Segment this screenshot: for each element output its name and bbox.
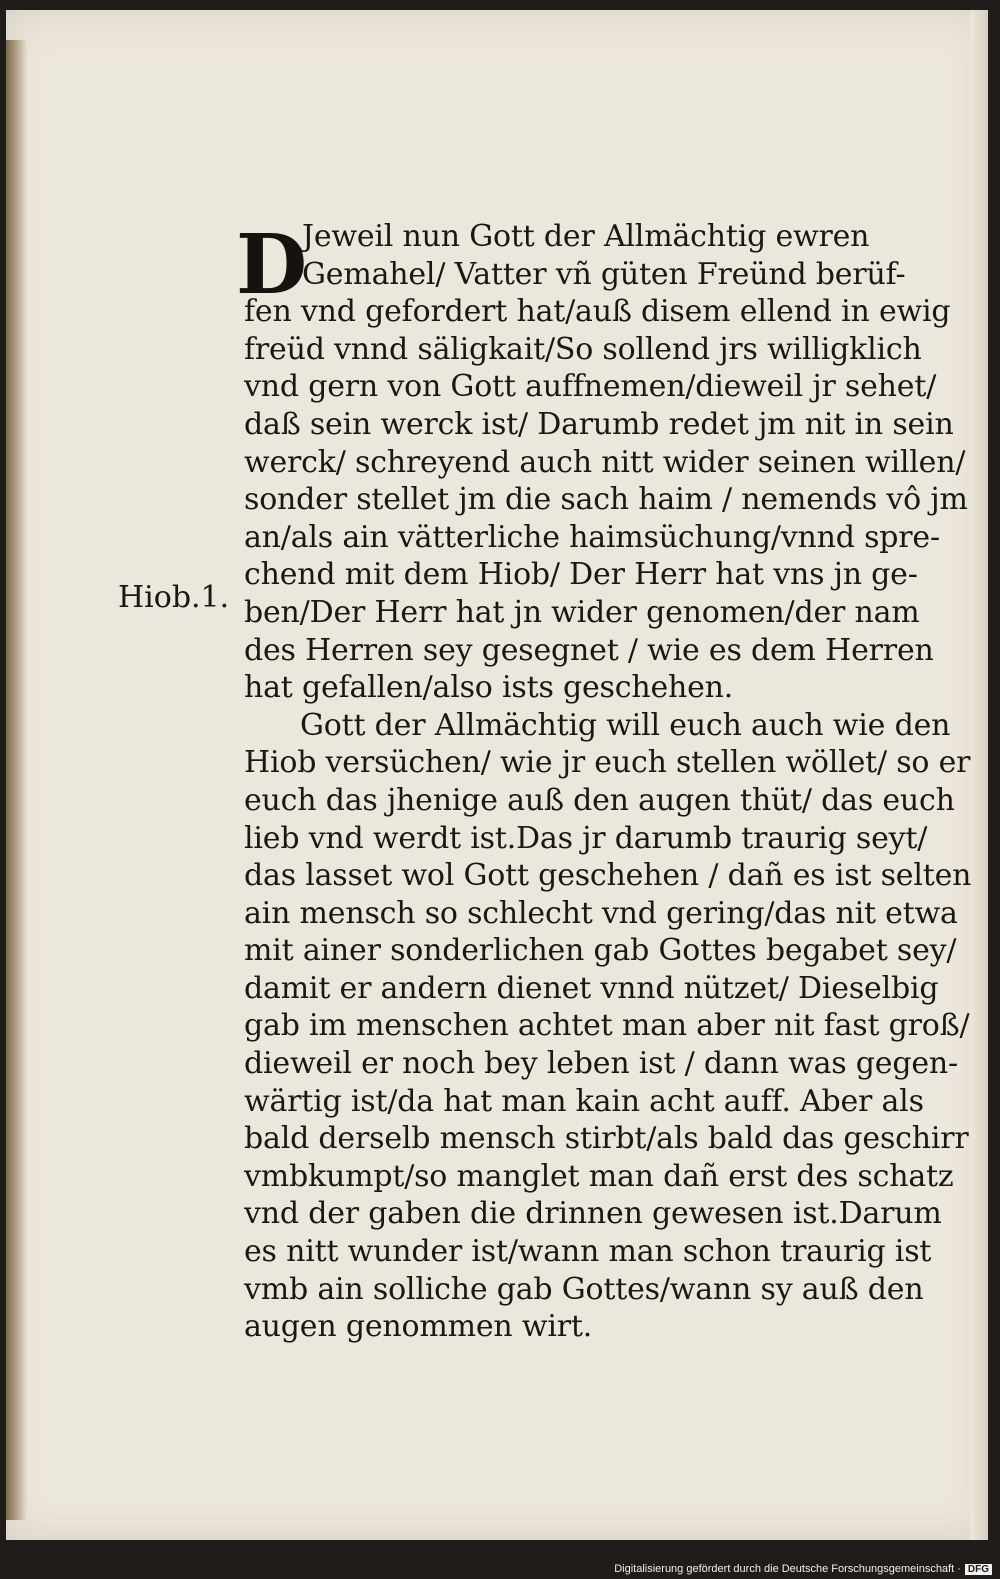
text-line: wärtig ist/da hat man kain acht auff. Aber als [244,1083,924,1119]
text-line: freüd vnnd säligkait/So sollend jrs willigklich [244,331,922,367]
text-line: des Herren sey gesegnet / wie es dem Herren [244,632,934,668]
text-line: an/als ain vätterliche haimsüchung/vnnd spre- [244,519,940,555]
text-line: sonder stellet jm die sach haim / nemends vô jm [244,482,968,518]
text-line: damit er andern dienet vnnd nützet/ Dieselbig [244,970,939,1006]
text-line: dieweil er noch bey leben ist / dann was gegen- [244,1046,958,1082]
credit-text: Digitalisierung gefördert durch die Deutsche Forschungsgemeinschaft · [614,1563,961,1575]
text-line: vnd gern von Gott auffnemen/dieweil jr sehet/ [244,369,937,405]
text-line: fen vnd gefordert hat/auß disem ellend in ewig [244,294,951,330]
text-line: gab im menschen achtet man aber nit fast groß/ [244,1008,970,1044]
text-line: vnd der gaben die drinnen gewesen ist.Darum [244,1196,942,1232]
digitization-credit [614,1563,992,1575]
text-line: es nitt wunder ist/wann man schon traurig ist [244,1234,932,1270]
text-line: mit ainer sonderlichen gab Gottes begabet sey/ [244,933,957,969]
text-line: Hiob versüchen/ wie jr euch stellen wöllet/ so er [244,745,971,781]
text-line: daß sein werck ist/ Darumb redet jm nit in sein [244,406,954,442]
text-line: ain mensch so schlecht vnd gering/das nit etwa [244,895,958,931]
text-line: das lasset wol Gott geschehen / dañ es ist selten [244,858,972,894]
text-line: ben/Der Herr hat jn wider genomen/der nam [244,594,920,630]
text-line: augen genommen wirt. [244,1309,593,1345]
text-line: vmbkumpt/so manglet man dañ erst des schatz [244,1158,954,1194]
text-line: bald derselb mensch stirbt/als bald das geschirr [244,1121,969,1157]
text-line: Gott der Allmächtig will euch auch wie den [300,707,951,743]
drop-cap: D [236,217,308,313]
text-line: chend mit dem Hiob/ Der Herr hat vns jn ge- [244,557,918,593]
text-line: Gemahel/ Vatter vñ güten Freünd berüf- [302,256,906,292]
text-line: euch das jhenige auß den augen thüt/ das euch [244,782,955,818]
marginal-note: Hiob.1. [118,580,230,615]
text-line: hat gefallen/also ists geschehen. [244,670,734,706]
text-line: lieb vnd werdt ist.Das jr darumb traurig seyt/ [244,820,928,856]
dfg-logo: DFG [965,1564,992,1575]
text-line: Jeweil nun Gott der Allmächtig ewren [302,219,870,254]
page-spine [6,40,28,1520]
book-page [6,10,988,1540]
text-line: werck/ schreyend auch nitt wider seinen willen/ [244,444,966,480]
text-line: vmb ain solliche gab Gottes/wann sy auß den [244,1271,924,1307]
text-block [236,217,974,1346]
